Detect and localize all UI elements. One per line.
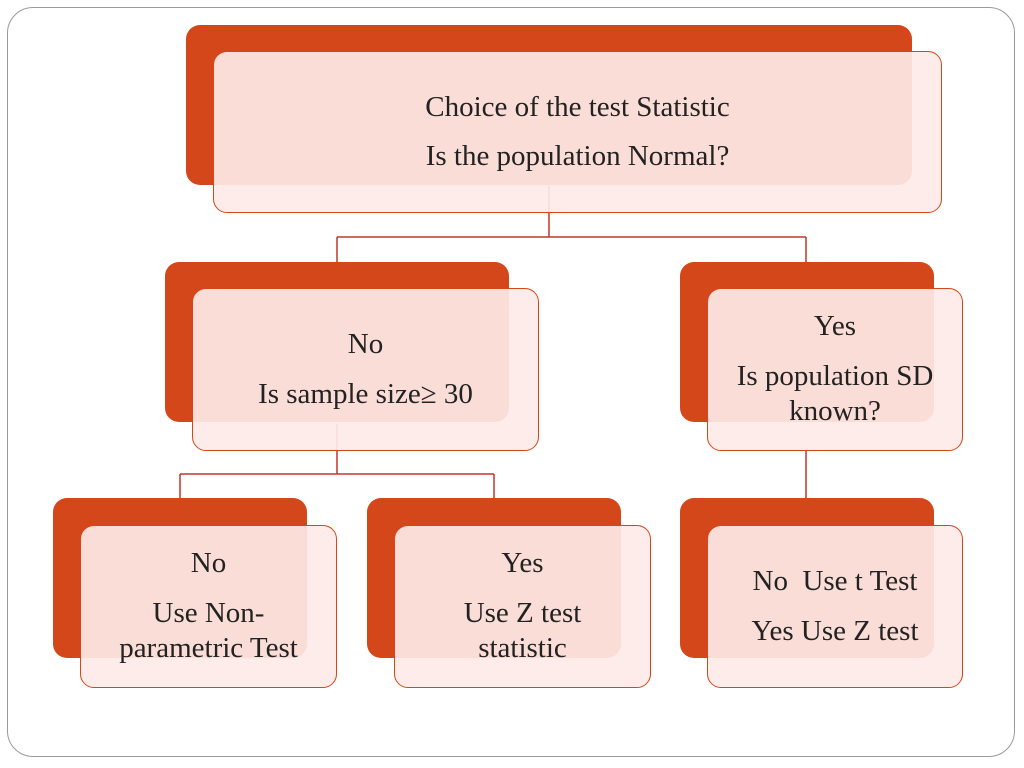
z-test-statistic-label: Yes [501,547,544,580]
non-parametric-label: No [190,547,227,580]
z-test-statistic-text-cont: statistic [478,632,567,665]
yes-branch-question-cont: known? [789,395,881,428]
sd-known-result-box [707,525,963,688]
yes-branch-label: Yes [813,310,857,343]
non-parametric-text-cont: parametric Test [119,632,298,665]
z-test-statistic-text: Use Z test [463,596,582,629]
root-node-box [213,51,942,213]
root-question: Is the population Normal? [425,140,730,172]
sd-unknown-result: No Use t Test [752,565,918,598]
no-branch-question: Is sample size≥ 30 [258,377,473,410]
no-branch-box [192,288,539,451]
non-parametric-box [80,525,337,688]
no-branch-label: No [347,328,384,361]
yes-branch-question: Is population SD [736,359,934,392]
z-test-statistic-box [394,525,651,688]
sd-known-result: Yes Use Z test [751,614,919,647]
root-title: Choice of the test Statistic [425,90,730,123]
yes-branch-box [707,288,963,451]
non-parametric-text: Use Non- [152,596,265,629]
